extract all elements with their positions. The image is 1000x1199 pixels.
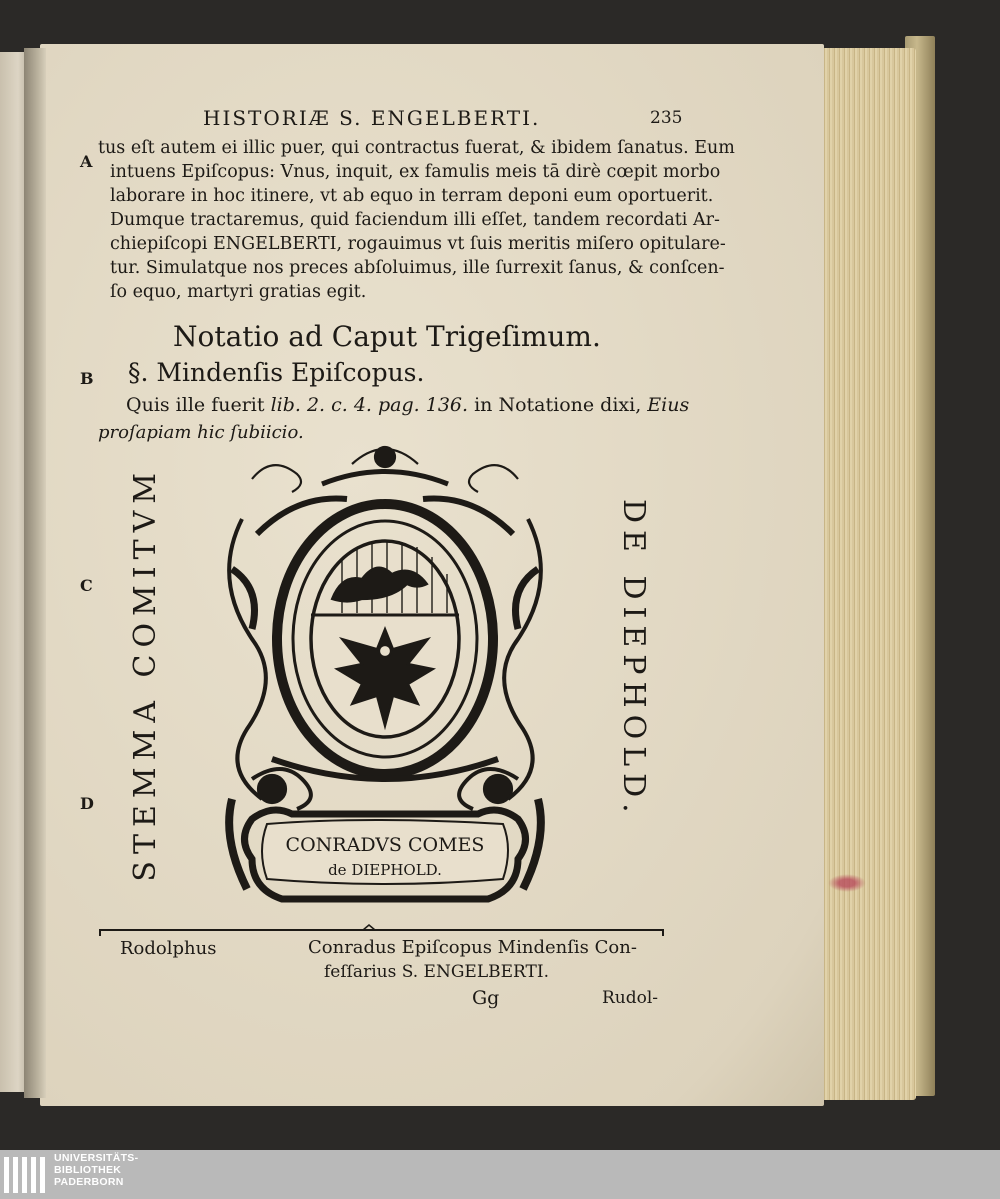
quis-line-start: Quis ille fuerit — [126, 394, 265, 416]
body-line-1: tus eſt autem ei illic puer, qui contractus fuerat, & ibidem ſanatus. Eum — [98, 138, 735, 158]
coat-of-arms-woodcut — [212, 439, 558, 909]
body-line-2: intuens Epiſcopus: Vnus, inquit, ex famulis meis tā dirè cœpit morbo — [110, 162, 721, 182]
genealogy-rodolphus: Rodolphus — [120, 938, 217, 959]
signature-mark: Gg — [472, 987, 500, 1009]
quis-line-mid: in Notatione dixi, — [474, 394, 642, 416]
running-head: HISTORIÆ S. ENGELBERTI. — [203, 106, 541, 130]
body-line-3: laborare in hoc itinere, vt ab equo in terram deponi eum oportuerit. — [110, 186, 714, 206]
notatio-heading: Notatio ad Caput Trigeſimum. — [173, 320, 601, 353]
genealogy-conradus-line-1: Conradus Epiſcopus Mindenſis Con- — [308, 937, 637, 958]
library-logo-icon — [4, 1153, 46, 1195]
margin-letter-a: A — [80, 152, 93, 171]
library-footer — [0, 1150, 1000, 1199]
side-caption-left: STEMMA COMITVM — [128, 466, 163, 882]
library-logo-text — [54, 1152, 138, 1188]
bishop-heading-line — [128, 358, 424, 387]
quis-line — [126, 394, 689, 416]
body-line-6: tur. Simulatque nos preces abſoluimus, ille ſurrexit ſanus, & conſcen- — [110, 258, 725, 278]
logo-line-2: BIBLIOTHEK — [54, 1164, 122, 1176]
stain-mark — [828, 874, 866, 892]
gutter-shadow — [24, 48, 46, 1098]
margin-letter-b: B — [80, 369, 94, 388]
section-mark: §. — [128, 358, 149, 387]
margin-letter-c: C — [80, 576, 93, 595]
crest-label-line-1: CONRADVS COMES — [285, 834, 485, 856]
logo-line-3: PADERBORN — [54, 1176, 124, 1188]
logo-line-1: UNIVERSITÄTS- — [54, 1152, 139, 1164]
side-caption-right: DE DIEPHOLD. — [616, 499, 651, 820]
body-line-4: Dumque tractaremus, quid faciendum illi eſſet, tandem recordati Ar- — [110, 210, 720, 230]
bishop-heading: Mindenſis Epiſcopus. — [156, 358, 425, 387]
catchword: Rudol- — [602, 988, 659, 1008]
body-line-7: ſo equo, martyri gratias egit. — [110, 282, 367, 302]
margin-letter-d: D — [80, 794, 94, 813]
quis-line-2: proſapiam hic ſubiicio. — [98, 422, 304, 443]
page-stack-edge — [812, 48, 916, 1100]
book-page — [40, 44, 824, 1106]
page-number: 235 — [650, 108, 683, 128]
crest-label-line-2: de DIEPHOLD. — [328, 861, 442, 879]
genealogy-conradus-line-2: feſſarius S. ENGELBERTI. — [324, 962, 549, 982]
body-line-5: chiepiſcopi ENGELBERTI, rogauimus vt ſuis meritis miſero opitulare- — [110, 234, 726, 254]
quis-line-end: Eius — [647, 394, 690, 416]
quis-line-reference: lib. 2. c. 4. pag. 136. — [270, 394, 469, 416]
